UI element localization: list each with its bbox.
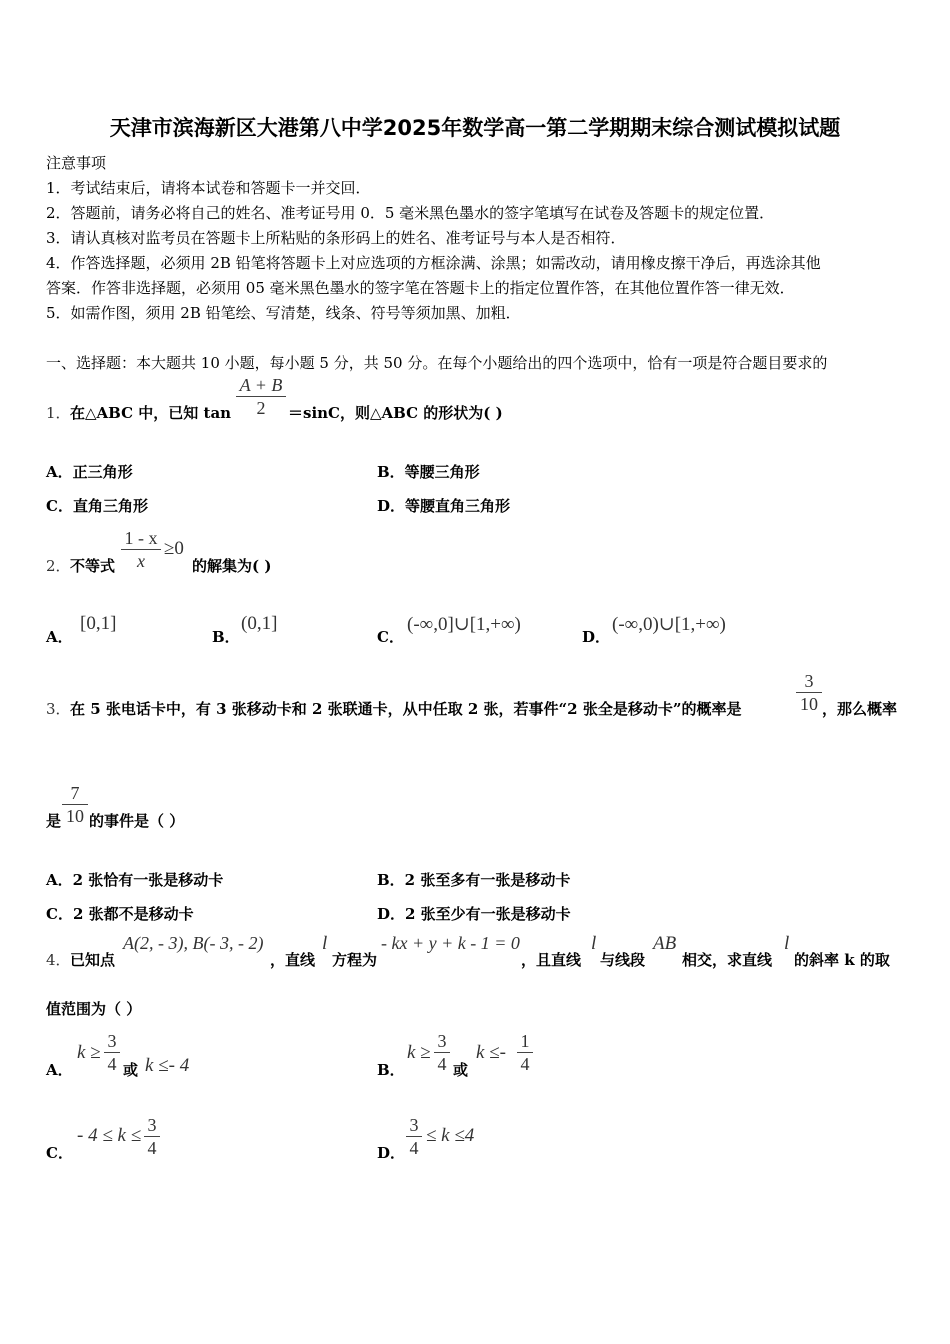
fraction-denominator: x <box>137 551 145 571</box>
question-text: 是 <box>46 812 62 830</box>
option-d: (-∞,0)∪[1,+∞) <box>612 614 726 635</box>
question-text: 在 5 张电话卡中，有 3 张移动卡和 2 张联通卡，从中任取 2 张，若事件“2 张全是移动卡”的概率是 <box>70 700 742 718</box>
notice-item: 3．请认真核对监考员在答题卡上所粘贴的条形码上的姓名、准考证号与本人是否相符． <box>46 229 626 247</box>
question-text: 在△ABC 中，已知 tan <box>70 404 232 422</box>
question-text: ，那么概率 <box>822 700 898 718</box>
option-c: (-∞,0]∪[1,+∞) <box>407 614 521 635</box>
option-b-label: B． <box>377 1061 405 1079</box>
question-text: ，且直线 <box>521 951 582 969</box>
fraction-denominator: 4 <box>107 1054 117 1074</box>
option-d-expr: ≤ k ≤4 <box>426 1125 475 1146</box>
option-b: B．2 张至多有一张是移动卡 <box>377 871 571 889</box>
option-b-or: 或 <box>453 1061 469 1079</box>
question-text: 与线段 <box>600 951 646 969</box>
question-text: 相交，求直线 <box>682 951 773 969</box>
fraction-numerator: 1 - x <box>124 528 158 548</box>
option-d-label: D． <box>377 1144 406 1162</box>
line-symbol: l <box>322 933 328 954</box>
fraction-numerator: A + B <box>239 375 283 395</box>
fraction-numerator: 3 <box>409 1115 419 1135</box>
option-b: (0,1] <box>241 613 278 634</box>
option-a: A．正三角形 <box>46 463 133 481</box>
fraction <box>434 1030 450 1075</box>
fraction <box>236 374 286 419</box>
question-text: 不等式 <box>70 557 116 575</box>
option-b-label: B． <box>212 628 240 646</box>
notice-item: 2．答题前，请务必将自己的姓名、准考证号用 0．5 毫米黑色墨水的签字笔填写在试卷及答题卡的规定位置． <box>46 204 775 222</box>
line-symbol: l <box>784 933 790 954</box>
question-text: ＝sinC，则△ABC 的形状为( ) <box>288 404 503 422</box>
fraction <box>62 782 88 827</box>
notice-item: 4．作答选择题，必须用 2B 铅笔将答题卡上对应选项的方框涂满、涂黑；如需改动，请用橡皮擦干净后，再选涂其他 <box>46 254 821 272</box>
question-number: 1． <box>46 404 71 422</box>
fraction-numerator: 3 <box>804 671 814 691</box>
fraction-numerator: 1 <box>520 1031 530 1051</box>
inequality-sign: ≥0 <box>164 538 184 559</box>
line-equation: - kx + y + k - 1 = 0 <box>381 933 520 953</box>
points-expression: A(2, - 3), B(- 3, - 2) <box>123 933 264 953</box>
section-heading: 一、选择题：本大题共 10 小题，每小题 5 分，共 50 分。在每个小题给出的四个选项中，恰有一项是符合题目要求的 <box>46 354 828 372</box>
option-a-or: 或 <box>123 1061 139 1079</box>
question-text: ，直线 <box>270 951 316 969</box>
fraction <box>517 1030 533 1075</box>
option-b: B．等腰三角形 <box>377 463 480 481</box>
segment-symbol: AB <box>653 933 677 954</box>
notice-item: 5．如需作图，须用 2B 铅笔绘、写清楚，线条、符号等须加黑、加粗． <box>46 304 521 322</box>
option-c-label: C． <box>377 628 404 646</box>
question-text: 的解集为( ) <box>192 557 272 575</box>
fraction-numerator: 7 <box>70 783 80 803</box>
option-a: A．2 张恰有一张是移动卡 <box>46 871 224 889</box>
option-d: D．2 张至少有一张是移动卡 <box>377 905 571 923</box>
option-c: C．2 张都不是移动卡 <box>46 905 194 923</box>
option-a: [0,1] <box>80 613 117 634</box>
fraction-denominator: 4 <box>409 1138 419 1158</box>
option-b-expr: k ≥ <box>407 1042 431 1063</box>
question-text: 方程为 <box>332 951 378 969</box>
fraction <box>144 1114 160 1159</box>
option-c-expr: - 4 ≤ k ≤ <box>77 1125 142 1146</box>
question-text: 已知点 <box>70 951 116 969</box>
option-a-label: A． <box>46 628 73 646</box>
option-d: D．等腰直角三角形 <box>377 497 511 515</box>
fraction-numerator: 3 <box>437 1031 447 1051</box>
fraction-denominator: 4 <box>147 1138 157 1158</box>
notice-item: 1．考试结束后，请将本试卷和答题卡一并交回． <box>46 179 371 197</box>
notice-item: 答案．作答非选择题，必须用 05 毫米黑色墨水的签字笔在答题卡上的指定位置作答，在其他位置作答一律无效． <box>46 279 795 297</box>
notice-heading: 注意事项 <box>46 154 107 172</box>
fraction-numerator: 3 <box>107 1031 117 1051</box>
line-symbol: l <box>591 933 597 954</box>
fraction <box>104 1030 120 1075</box>
fraction <box>796 670 822 715</box>
fraction-denominator: 4 <box>520 1054 530 1074</box>
question-number: 2． <box>46 557 71 575</box>
fraction-denominator: 4 <box>437 1054 447 1074</box>
option-a-expr: k ≤- 4 <box>145 1055 190 1076</box>
option-d-label: D． <box>582 628 611 646</box>
option-a-expr: k ≥ <box>77 1042 101 1063</box>
question-text: 的斜率 k 的取 <box>794 951 890 969</box>
fraction-denominator: 2 <box>256 398 266 418</box>
question-text: 的事件是（ ） <box>89 812 185 830</box>
fraction <box>406 1114 422 1159</box>
fraction-numerator: 3 <box>147 1115 157 1135</box>
option-b-expr: k ≤- <box>476 1042 506 1063</box>
option-c-label: C． <box>46 1144 73 1162</box>
fraction-denominator: 10 <box>66 806 84 826</box>
fraction-denominator: 10 <box>800 694 818 714</box>
question-number: 3． <box>46 700 71 718</box>
page-title: 天津市滨海新区大港第八中学2025年数学高一第二学期期末综合测试模拟试题 <box>109 116 841 140</box>
question-text: 值范围为（ ） <box>46 1000 142 1018</box>
option-c: C．直角三角形 <box>46 497 148 515</box>
fraction <box>121 527 161 572</box>
option-a-label: A． <box>46 1061 73 1079</box>
question-number: 4． <box>46 951 71 969</box>
